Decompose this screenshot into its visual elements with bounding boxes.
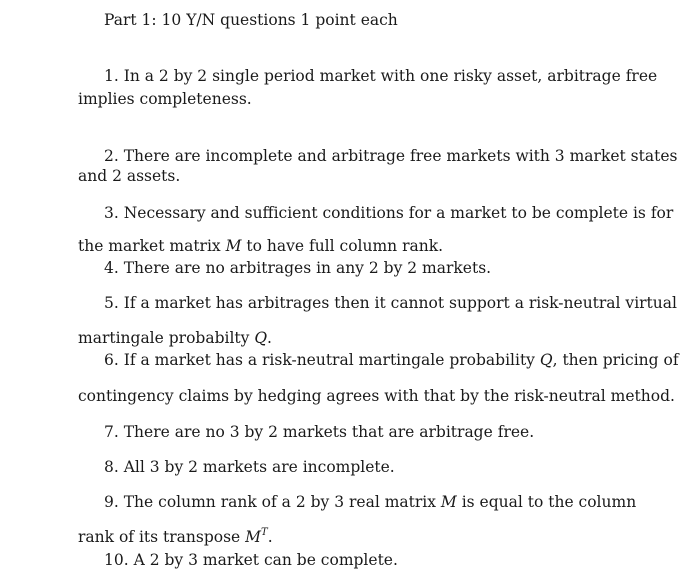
- question-2-line-1: 2. There are incomplete and arbitrage free markets with 3 market states: [104, 147, 678, 165]
- question-9-line-2: [78, 527, 273, 547]
- transpose-superscript: T: [261, 526, 268, 538]
- question-2-line-2: and 2 assets.: [78, 167, 181, 185]
- question-4-line-1: 4. There are no arbitrages in any 2 by 2 markets.: [104, 259, 492, 277]
- page-heading: Part 1: 10 Y/N questions 1 point each: [104, 11, 398, 29]
- question-6-line-2: contingency claims by hedging agrees with that by the risk-neutral method.: [78, 387, 675, 405]
- question-3-line-2: [78, 236, 443, 256]
- question-6-text-a: 6. If a market has a risk-neutral martingale probability: [104, 351, 540, 369]
- question-5-line-2: [78, 328, 272, 348]
- question-9-line-1: [104, 492, 636, 512]
- question-6-text-b: , then pricing of: [552, 351, 679, 369]
- probability-symbol: Q: [539, 351, 553, 369]
- question-1-line-2: implies completeness.: [78, 90, 252, 108]
- question-9-text-b: is equal to the column: [456, 493, 637, 511]
- question-5-text-a: martingale probabilty: [78, 329, 255, 347]
- question-8-line-1: 8. All 3 by 2 markets are incomplete.: [104, 458, 395, 476]
- question-5-line-1: 5. If a market has arbitrages then it cannot support a risk-neutral virtual: [104, 294, 677, 312]
- question-3-line-1: 3. Necessary and sufficient conditions for a market to be complete is for: [104, 204, 674, 222]
- question-3-text-b: to have full column rank.: [241, 237, 444, 255]
- question-9-text-c: rank of its transpose: [78, 528, 246, 546]
- question-1-line-1: 1. In a 2 by 2 single period market with one risky asset, arbitrage free: [104, 67, 658, 85]
- question-5-text-b: .: [267, 329, 272, 347]
- probability-symbol: Q: [254, 329, 268, 347]
- matrix-symbol: M: [225, 237, 242, 255]
- question-9-text-a: 9. The column rank of a 2 by 3 real matrix: [104, 493, 441, 511]
- question-10-line-1: 10. A 2 by 3 market can be complete.: [104, 551, 398, 569]
- question-9-text-d: .: [267, 528, 273, 546]
- question-3-text-a: the market matrix: [78, 237, 226, 255]
- question-6-line-1: [104, 350, 679, 370]
- question-7-line-1: 7. There are no 3 by 2 markets that are arbitrage free.: [104, 423, 535, 441]
- matrix-symbol: M: [440, 493, 457, 511]
- matrix-symbol: M: [245, 528, 262, 546]
